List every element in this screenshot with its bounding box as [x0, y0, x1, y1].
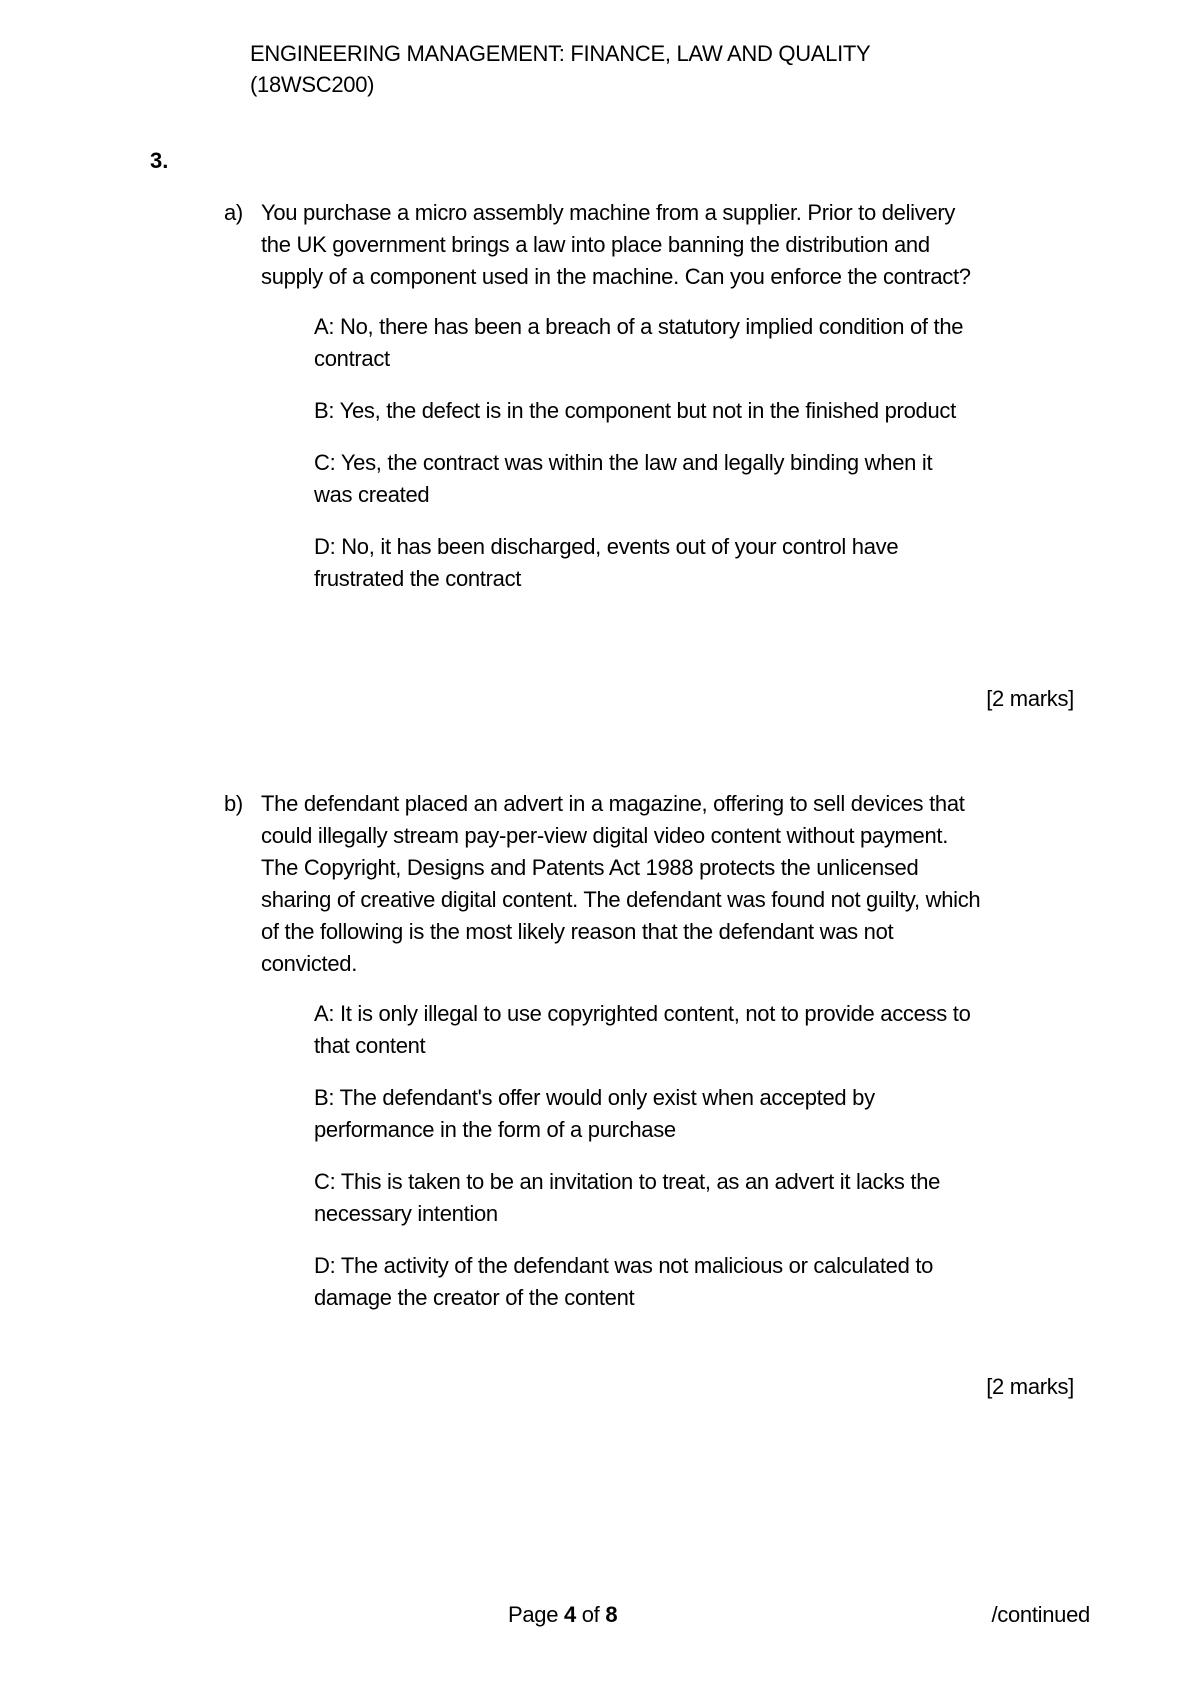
option-d: D: The activity of the defendant was not malicious or calculated to damage the creator of the content: [314, 1253, 934, 1310]
page-prefix: Page: [508, 1602, 564, 1627]
continued-label: /continued: [991, 1602, 1090, 1627]
part-label: a): [224, 200, 243, 225]
stem-text: The defendant placed an advert in a magazine, offering to sell devices that could illegally stream pay-per-view digital video content without payment. The Copyright, Designs and Patents Act 1988 protects the unlicensed sharing of creative digital content. The defendant was found not guilty, which of the following is the most likely reason that the defendant was not convicted.: [261, 791, 981, 976]
page-of: of: [575, 1602, 606, 1627]
question-stem: [224, 788, 984, 980]
current-page: 4: [564, 1602, 576, 1627]
option-a: A: It is only illegal to use copyrighted content, not to provide access to that content: [314, 1001, 971, 1058]
question-number: 3.: [150, 148, 169, 173]
question-stem: [224, 197, 984, 293]
module-code: (18WSC200): [250, 72, 375, 97]
option-a: A: No, there has been a breach of a statutory implied condition of the contract: [314, 314, 964, 371]
page-header: [250, 38, 870, 100]
option-d: D: No, it has been discharged, events out of your control have frustrated the contract: [314, 534, 899, 591]
stem-text: You purchase a micro assembly machine from a supplier. Prior to delivery the UK government brings a law into place banning the distribution and supply of a component used in the machine. Can you enforce the contract?: [261, 200, 971, 289]
page-number: [508, 1600, 617, 1630]
option-c: C: This is taken to be an invitation to treat, as an advert it lacks the necessary intention: [314, 1169, 941, 1226]
total-pages: 8: [605, 1602, 618, 1627]
part-label: b): [224, 791, 243, 816]
question-part-b: [224, 788, 984, 1334]
marks-label: [2 marks]: [986, 686, 1074, 711]
option-c: C: Yes, the contract was within the law and legally binding when it was created: [314, 450, 933, 507]
marks-label: [2 marks]: [986, 1374, 1074, 1399]
answer-options: [314, 311, 974, 595]
module-title: ENGINEERING MANAGEMENT: FINANCE, LAW AND QUALITY: [250, 41, 871, 66]
question-part-a: [224, 197, 984, 615]
option-b: B: Yes, the defect is in the component but not in the finished product: [314, 398, 956, 423]
answer-options: [314, 998, 974, 1314]
option-b: B: The defendant's offer would only exist when accepted by performance in the form of a purchase: [314, 1085, 875, 1142]
